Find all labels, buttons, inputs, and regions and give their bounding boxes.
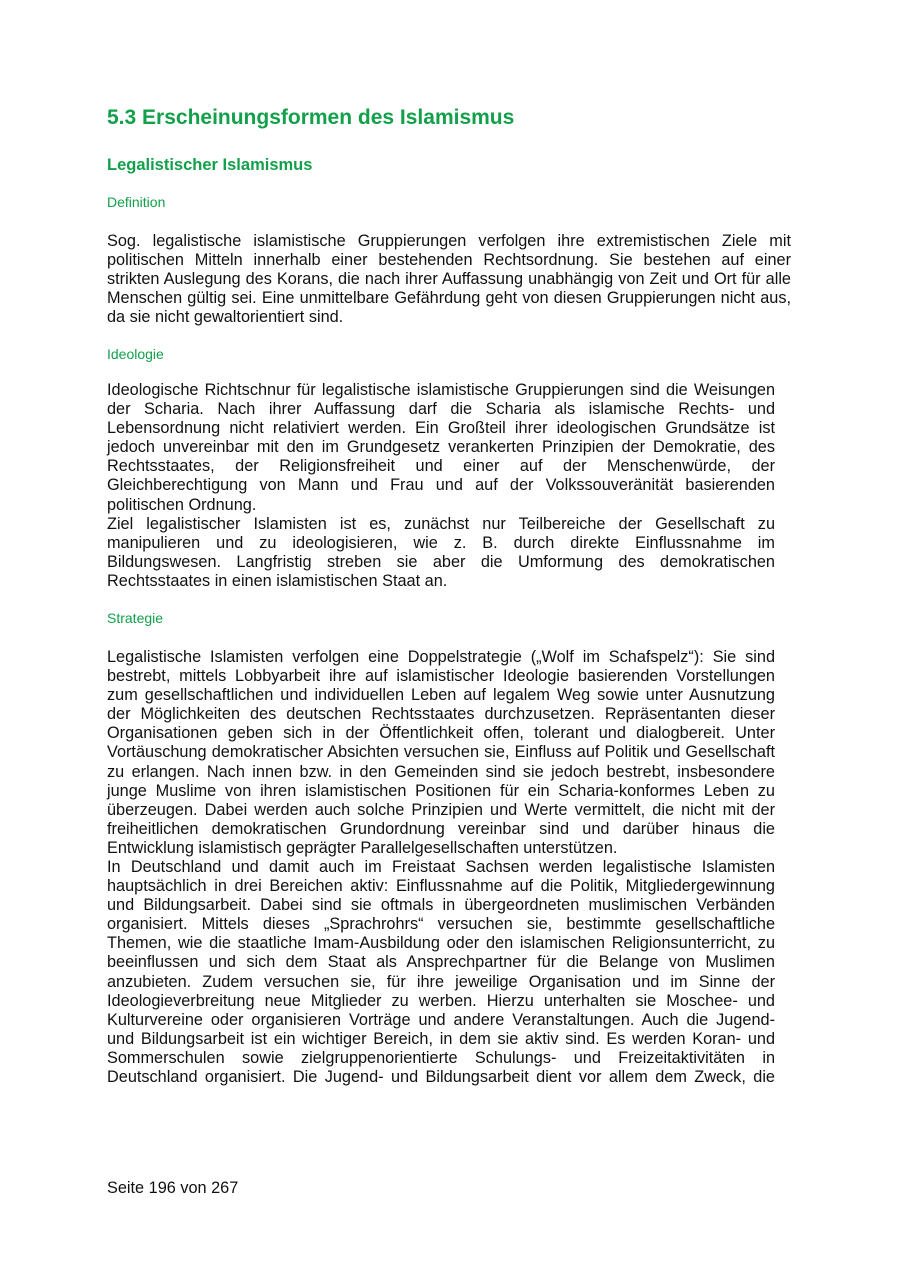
section-subheading: Legalistischer Islamismus	[107, 156, 313, 174]
ideology-title: Ideologie	[107, 346, 164, 362]
ideology-paragraph-1: Ideologische Richtschnur für legalistische islamistische Gruppierungen sind die Weisungen der Scharia. Nach ihrer Auffassung darf die Scharia als islamische Rechts- und Lebensordnung nicht relativiert werden. Ein Großteil ihrer ideologischen Grundsätze ist jedoch unvereinbar mit den im Grundgesetz verankerten Prinzipien der Demokratie, des Rechtsstaates, der Religionsfreiheit und einer auf der Menschenwürde, der Gleichberechtigung von Mann und Frau und auf der Volkssouveränität basierenden politischen Ordnung.	[107, 381, 775, 514]
strategy-paragraph-2: In Deutschland und damit auch im Freistaat Sachsen werden legalistische Islamisten hauptsächlich in drei Bereichen aktiv: Einflussnahme auf die Politik, Mitgliedergewinnung und Bildungsarbeit. Dabei sind sie oftmals in übergeordneten muslimischen Verbänden organisiert. Mittels dieses „Sprachrohrs“ versuchen sie, bestimmte gesellschaftliche Themen, wie die staatliche Imam-Ausbildung oder den islamischen Religionsunterricht, zu beeinflussen und sich dem Staat als Ansprechpartner für die Belange von Muslimen anzubieten. Zudem versuchen sie, für ihre jeweilige Organisation und im Sinne der Ideologieverbreitung neue Mitglieder zu werben. Hierzu unterhalten sie Moschee- und Kulturvereine oder organisieren Vorträge und andere Veranstaltungen. Auch die Jugend- und Bildungsarbeit ist ein wichtiger Bereich, in dem sie aktiv sind. Es werden Koran- und Sommerschulen sowie zielgruppenorientierte Schulungs- und Freizeitaktivitäten in Deutschland organisiert. Die Jugend- und Bildungsarbeit dient vor allem dem Zweck, die	[107, 858, 775, 1087]
strategy-paragraph-1: Legalistische Islamisten verfolgen eine Doppelstrategie („Wolf im Schafspelz“): Sie sind bestrebt, mittels Lobbyarbeit ihre auf islamistischer Ideologie basierenden Vorstellungen zum gesellschaftlichen und individuellen Leben auf legalem Weg sowie unter Ausnutzung der Möglichkeiten des deutschen Rechtsstaates durchzusetzen. Repräsentanten dieser Organisationen geben sich in der Öffentlichkeit offen, tolerant und dialogbereit. Unter Vortäuschung demokratischer Absichten versuchen sie, Einfluss auf Politik und Gesellschaft zu erlangen. Nach innen bzw. in den Gemeinden sind sie jedoch bestrebt, insbesondere junge Muslime von ihren islamistischen Positionen für ein Scharia-konformes Leben zu überzeugen. Dabei werden auch solche Prinzipien und Werte vermittelt, die nicht mit der freiheitlichen demokratischen Grundordnung vereinbar sind und darüber hinaus die Entwicklung islamistisch geprägter Parallelgesellschaften unterstützen.	[107, 648, 775, 857]
strategy-title: Strategie	[107, 610, 164, 626]
definition-paragraph: Sog. legalistische islamistische Gruppierungen verfolgen ihre extremistischen Ziele mit politischen Mitteln innerhalb einer bestehenden Rechtsordnung. Sie bestehen auf einer strikten Auslegung des Korans, die nach ihrer Auffassung unabhängig von Zeit und Ort für alle Menschen gültig sei. Eine unmittelbare Gefährdung geht von diesen Gruppierungen nicht aus, da sie nicht gewaltorientiert sind.	[107, 232, 791, 327]
ideology-paragraph-2: Ziel legalistischer Islamisten ist es, zunächst nur Teilbereiche der Gesellschaft zu manipulieren und zu ideologisieren, wie z. B. durch direkte Einflussnahme im Bildungswesen. Langfristig streben sie aber die Umformung des demokratischen Rechtsstaates in einen islamistischen Staat an.	[107, 515, 775, 591]
page-number: Seite 196 von 267	[107, 1179, 239, 1197]
page-title: 5.3 Erscheinungsformen des Islamismus	[107, 106, 515, 129]
definition-title: Definition	[107, 194, 166, 210]
